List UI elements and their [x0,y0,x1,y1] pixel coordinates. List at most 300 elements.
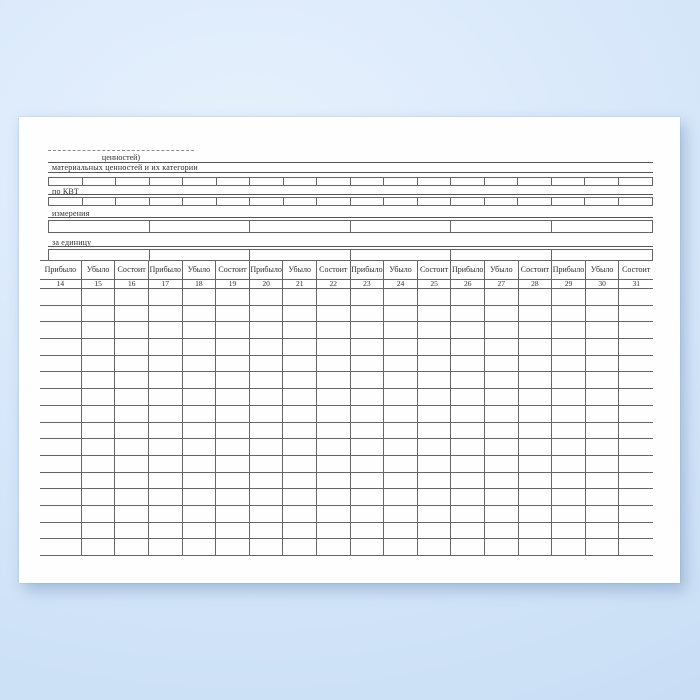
table-cell [485,406,519,422]
table-cell [418,439,452,455]
table-cell [115,306,149,322]
table-cell [82,523,116,539]
table-cell [317,306,351,322]
table-body [40,289,653,556]
table-cell [384,339,418,355]
table-cell [619,356,653,372]
field-cell [451,221,552,232]
table-cell [317,439,351,455]
table-cell [250,523,284,539]
table-cell [149,523,183,539]
table-cell [351,506,385,522]
table-cell [115,539,149,555]
table-cell [149,306,183,322]
table-cell [552,506,586,522]
table-row [40,473,653,490]
table-cell [317,322,351,338]
table-cell [451,456,485,472]
table-cell [40,406,82,422]
table-cell [317,473,351,489]
table-cell [183,406,217,422]
table-row [40,406,653,423]
table-row [40,539,653,556]
table-cell [82,506,116,522]
table-cell [384,473,418,489]
field-cell [83,198,117,205]
table-cell [418,473,452,489]
column-number-28: 28 [519,280,553,288]
field-cells-za-edinitsu [48,249,653,260]
table-cell [586,306,620,322]
column-number-25: 25 [418,280,452,288]
table-cell [283,356,317,372]
table-cell [216,322,250,338]
table-cell [552,372,586,388]
table-cell [451,406,485,422]
table-cell [283,506,317,522]
field-cell [150,178,184,185]
field-cell [83,178,117,185]
table-cell [216,489,250,505]
field-cell [250,221,351,232]
table-cell [451,372,485,388]
table-row [40,523,653,540]
table-cell [485,456,519,472]
field-cell [351,250,452,260]
table-cell [250,322,284,338]
field-cell [250,250,351,260]
table-cell [351,372,385,388]
field-cell [250,178,284,185]
table-cell [552,423,586,439]
table-cell [82,306,116,322]
column-number-18: 18 [183,280,217,288]
field-cell [552,178,586,185]
form-page [19,117,680,583]
table-cell [250,289,284,305]
field-cell [552,221,653,232]
field-cell [284,198,318,205]
table-cell [149,389,183,405]
table-cell [40,356,82,372]
table-cell [40,456,82,472]
column-number-30: 30 [586,280,620,288]
table-cell [519,322,553,338]
table-cell [418,322,452,338]
table-cell [351,356,385,372]
field-cell [518,198,552,205]
table-cell [40,506,82,522]
table-cell [552,539,586,555]
table-cell [82,289,116,305]
table-cell [115,423,149,439]
table-cell [317,489,351,505]
table-number-row [40,280,653,289]
table-cell [351,406,385,422]
table-cell [115,339,149,355]
table-cell [317,506,351,522]
table-cell [586,456,620,472]
table-cell [149,423,183,439]
table-cell [183,322,217,338]
table-cell [82,539,116,555]
table-cell [317,523,351,539]
field-cell [418,198,452,205]
table-cell [451,423,485,439]
table-cell [283,389,317,405]
table-cell [519,339,553,355]
table-cell [283,473,317,489]
field-cell [217,198,251,205]
table-cell [250,423,284,439]
column-number-15: 15 [82,280,116,288]
column-header-23: Прибыло [351,261,385,279]
table-cell [216,523,250,539]
table-cell [183,439,217,455]
table-cell [216,473,250,489]
table-cell [519,539,553,555]
table-cell [250,439,284,455]
field-label-po-kvt: по КВТ [52,187,79,196]
table-cell [317,339,351,355]
table-cell [418,339,452,355]
column-header-29: Прибыло [552,261,586,279]
table-cell [485,372,519,388]
table-cell [216,372,250,388]
table-cell [418,489,452,505]
field-cell [250,198,284,205]
column-header-17: Прибыло [149,261,183,279]
table-cell [619,439,653,455]
table-cell [418,506,452,522]
table-cell [283,339,317,355]
table-cell [552,456,586,472]
table-cell [384,539,418,555]
table-cell [115,473,149,489]
field-cell [317,178,351,185]
table-cell [149,539,183,555]
column-header-14: Прибыло [40,261,82,279]
table-cell [351,489,385,505]
table-row [40,389,653,406]
table-cell [183,489,217,505]
table-cell [519,506,553,522]
table-cell [82,489,116,505]
table-cell [82,456,116,472]
table-cell [283,372,317,388]
table-cell [40,523,82,539]
field-cell [116,178,150,185]
field-cell [49,221,150,232]
table-cell [384,489,418,505]
table-row [40,423,653,440]
table-cell [485,339,519,355]
table-cell [519,356,553,372]
table-cell [149,372,183,388]
table-cell [115,389,149,405]
column-number-19: 19 [216,280,250,288]
field-cell [518,178,552,185]
table-cell [552,339,586,355]
field-cell [49,250,150,260]
table-cell [183,306,217,322]
table-cell [115,406,149,422]
table-cell [552,389,586,405]
table-cell [351,439,385,455]
table-cell [317,456,351,472]
field-cell [351,178,385,185]
table-cell [216,456,250,472]
table-cell [418,306,452,322]
table-row [40,356,653,373]
field-cell [116,198,150,205]
column-header-18: Убыло [183,261,217,279]
table-cell [216,406,250,422]
table-cell [586,423,620,439]
table-cell [82,322,116,338]
table-cell [283,456,317,472]
table-cell [283,523,317,539]
horizontal-rule [48,172,653,173]
table-cell [586,523,620,539]
table-cell [384,456,418,472]
field-cell [485,178,519,185]
table-cell [216,356,250,372]
table-cell [552,523,586,539]
table-cell [351,289,385,305]
table-cell [418,289,452,305]
table-row [40,506,653,523]
column-header-28: Состоит [519,261,553,279]
column-header-31: Состоит [622,265,651,274]
table-cell [283,306,317,322]
table-cell [451,489,485,505]
column-number-14: 14 [40,280,82,288]
table-cell [40,539,82,555]
table-cell [418,456,452,472]
table-row [40,306,653,323]
table-cell [317,372,351,388]
table-cell [384,289,418,305]
table-cell [418,389,452,405]
table-cell [149,506,183,522]
table-cell [40,489,82,505]
table-cell [82,356,116,372]
field-cell [150,221,251,232]
table-cell [183,339,217,355]
table-cell [619,506,653,522]
table-cell [82,473,116,489]
field-cell [485,198,519,205]
table-cell [82,439,116,455]
table-cell [351,456,385,472]
table-cell [250,456,284,472]
table-cell [451,473,485,489]
column-number-24: 24 [384,280,418,288]
field-cell [183,178,217,185]
table-cell [552,489,586,505]
table-cell [40,473,82,489]
horizontal-rule [48,217,653,218]
column-header-27: Убыло [485,261,519,279]
table-cell [619,489,653,505]
table-cell [351,423,385,439]
field-cell [451,250,552,260]
table-cell [519,439,553,455]
table-cell [485,356,519,372]
table-cell [216,423,250,439]
table-cell [519,423,553,439]
table-cell [317,539,351,555]
table-cell [250,339,284,355]
table-cell [283,289,317,305]
table-row [40,339,653,356]
table-cell [40,372,82,388]
table-header-row [40,260,653,280]
table-cell [149,322,183,338]
table-cell [351,523,385,539]
table-cell [183,539,217,555]
table-cell [418,372,452,388]
table-cell [485,322,519,338]
column-header-30: Убыло [586,261,620,279]
table-cell [317,356,351,372]
table-cell [82,423,116,439]
table-cell [250,489,284,505]
column-header-22: Состоит [317,261,351,279]
field-cell [150,250,251,260]
field-cell [418,178,452,185]
table-cell [149,473,183,489]
table-cell [351,322,385,338]
table-cell [183,289,217,305]
table-cell [82,372,116,388]
table-cell [82,406,116,422]
table-cell [519,389,553,405]
table-cell [552,322,586,338]
table-cell [485,389,519,405]
table-cell [283,489,317,505]
column-header-25: Состоит [418,261,452,279]
field-cell [284,178,318,185]
table-cell [619,339,653,355]
table-row [40,439,653,456]
column-number-21: 21 [283,280,317,288]
table-cell [619,456,653,472]
table-cell [384,406,418,422]
table-cell [250,306,284,322]
field-cells-po-kvt [48,197,653,206]
table-row [40,372,653,389]
table-cell [485,473,519,489]
table-cell [115,439,149,455]
table-cell [351,389,385,405]
table-cell [149,339,183,355]
table-cell [115,322,149,338]
table-cell [485,306,519,322]
table-cell [619,372,653,388]
column-header-20: Прибыло [250,261,284,279]
field-cell [150,198,184,205]
field-cell [351,198,385,205]
table-cell [485,289,519,305]
table-cell [384,322,418,338]
field-label-material-values: материальных ценностей и их категории [52,163,198,172]
table-cell [418,523,452,539]
table-cell [183,389,217,405]
field-label-izmereniya: измерения [52,209,90,218]
column-header-21: Убыло [283,261,317,279]
table-cell [619,406,653,422]
table-cell [183,523,217,539]
table-cell [519,523,553,539]
table-cell [418,423,452,439]
table-cell [216,539,250,555]
table-cell [586,539,620,555]
table-cell [115,289,149,305]
table-cell [552,306,586,322]
table-cell [619,539,653,555]
field-cell [384,198,418,205]
column-number-22: 22 [317,280,351,288]
table-cell [40,322,82,338]
table-cell [451,506,485,522]
table-cell [519,489,553,505]
table-cell [317,423,351,439]
table-cell [519,372,553,388]
table-cell [586,339,620,355]
table-cell [519,473,553,489]
table-row [40,289,653,306]
table-cell [351,306,385,322]
column-header-15: Убыло [82,261,116,279]
table-cell [250,372,284,388]
table-cell [183,456,217,472]
column-number-17: 17 [149,280,183,288]
table-cell [283,439,317,455]
table-cell [149,489,183,505]
table-cell [384,306,418,322]
table-cell [384,423,418,439]
table-cell [586,289,620,305]
table-cell [384,389,418,405]
horizontal-rule [48,246,653,247]
table-cell [216,389,250,405]
table-cell [183,473,217,489]
table-cell [183,423,217,439]
table-cell [40,339,82,355]
table-cell [552,439,586,455]
field-cell [49,198,83,205]
table-cell [115,372,149,388]
table-cell [552,356,586,372]
table-cell [351,539,385,555]
table-cell [351,339,385,355]
table-cell [519,306,553,322]
field-cell [217,178,251,185]
table-cell [384,356,418,372]
table-cell [485,539,519,555]
table-cell [586,506,620,522]
table-row [40,456,653,473]
table-cell [183,356,217,372]
field-cell [552,198,586,205]
field-cell [619,178,653,185]
horizontal-rule [48,194,653,195]
table-cell [485,506,519,522]
table-cell [451,322,485,338]
table-cell [552,473,586,489]
